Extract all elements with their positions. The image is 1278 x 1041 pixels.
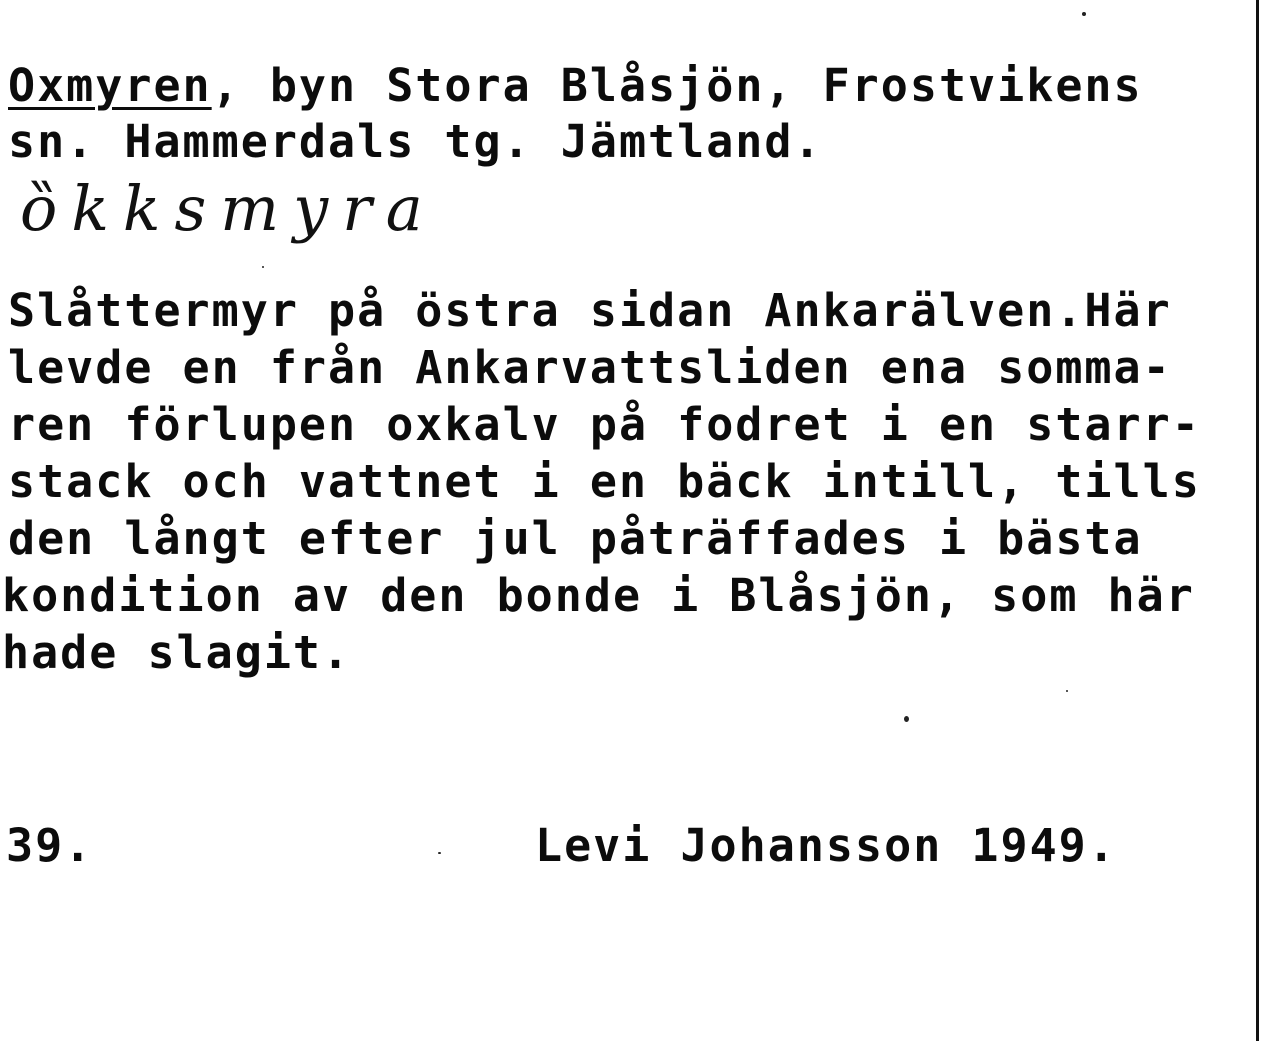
- card-edge-line: [1256, 0, 1259, 1041]
- paper-speck: [1082, 12, 1086, 16]
- paper-speck: [904, 716, 909, 722]
- place-name: Oxmyren: [8, 59, 212, 112]
- paper-speck: [262, 266, 264, 268]
- body-line-6: kondition av den bonde i Blåsjön, som här: [2, 569, 1195, 622]
- heading-line-1: [8, 59, 1143, 112]
- handwritten-dialect-form: ȍkksmyra: [20, 172, 437, 245]
- body-line-3: ren förlupen oxkalv på fodret i en starr-: [8, 398, 1201, 451]
- heading-line-2: sn. Hammerdals tg. Jämtland.: [8, 115, 823, 168]
- heading-line-1-rest: , byn Stora Blåsjön, Frostvikens: [211, 59, 1143, 112]
- body-line-1: Slåttermyr på östra sidan Ankarälven.Här: [8, 284, 1172, 337]
- card-number: 39.: [6, 819, 94, 872]
- paper-speck: [1066, 690, 1068, 692]
- body-line-2: levde en från Ankarvattsliden ena somma-: [8, 341, 1172, 394]
- collector-signature: Levi Johansson 1949.: [535, 819, 1117, 872]
- body-line-5: den långt efter jul påträffades i bästa: [8, 512, 1143, 565]
- body-line-4: stack och vattnet i en bäck intill, tills: [8, 455, 1201, 508]
- paper-speck: [438, 852, 441, 854]
- body-line-7: hade slagit.: [2, 626, 352, 679]
